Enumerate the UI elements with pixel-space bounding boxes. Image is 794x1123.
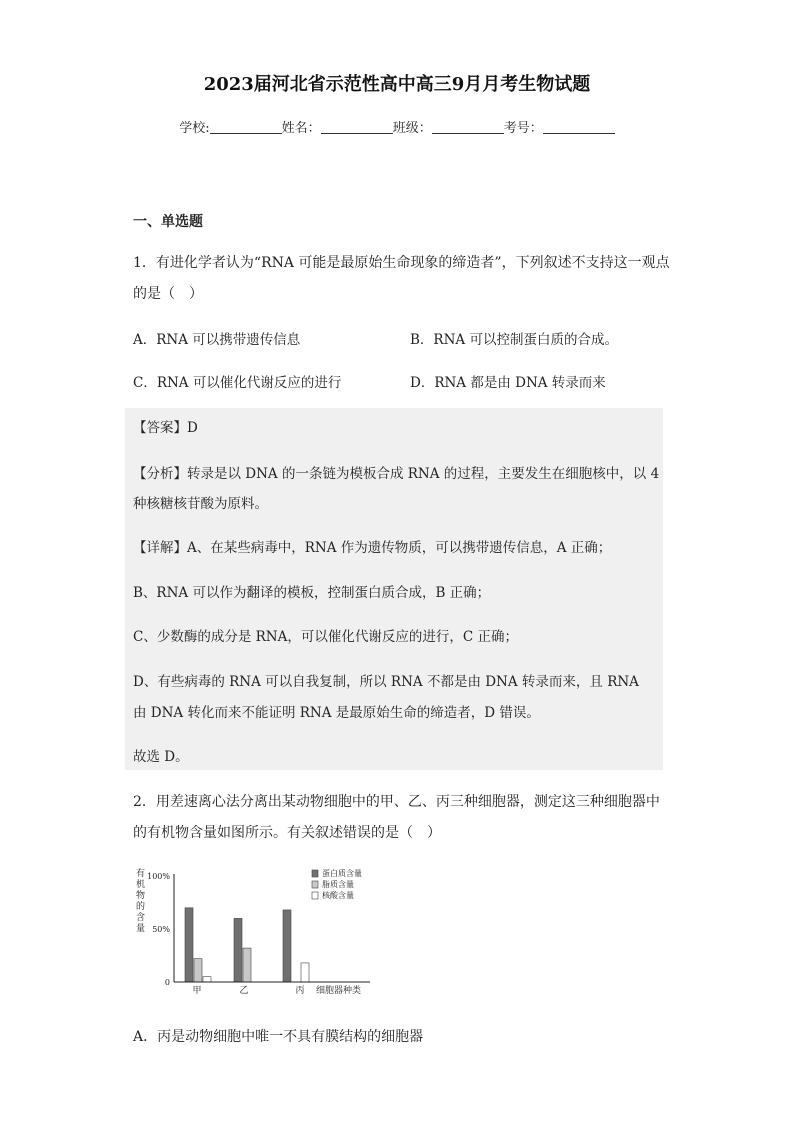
q1-option-b: B．RNA 可以控制蛋白质的合成。	[410, 332, 618, 348]
chart-bars	[185, 908, 309, 982]
chart-y-ticks	[147, 872, 170, 987]
chart-legend-swatch	[312, 870, 318, 877]
chart-y-axis-label: 有机物的含量	[136, 869, 146, 934]
section-heading: 一、单选题	[133, 214, 203, 230]
chart-legend-swatch	[312, 892, 318, 899]
chart-bar-lipid	[243, 948, 251, 982]
class-blank	[432, 121, 504, 134]
q1-detail-a: 【详解】A、在某些病毒中，RNA 作为遗传物质，可以携带遗传信息，A 正确；	[133, 540, 612, 556]
chart-x-axis-label: 细胞器种类	[316, 986, 362, 996]
q1-stem-line1: 1．有进化学者认为“RNA 可能是最原始生命现象的缔造者”，下列叙述不支持这一观点	[133, 255, 670, 271]
q1-detail-d-line2: 由 DNA 转化而来不能证明 RNA 是最原始生命的缔造者，D 错误。	[133, 705, 540, 721]
q1-analysis-line2: 种核糖核苷酸为原料。	[133, 496, 268, 512]
organelle-content-chart	[130, 862, 390, 1002]
chart-legend	[312, 868, 362, 900]
q1-detail-d-line1: D、有些病毒的 RNA 可以自我复制，所以 RNA 不都是由 DNA 转录而来，且 RNA	[133, 674, 639, 690]
chart-y-tick-label: 0	[164, 978, 170, 987]
chart-legend-label: 脂质含量	[322, 880, 354, 889]
chart-legend-swatch	[312, 881, 318, 888]
name-blank	[321, 121, 393, 134]
exam-no-label: 考号：	[503, 121, 543, 136]
school-blank	[210, 121, 282, 134]
q1-option-c: C．RNA 可以催化代谢反应的进行	[133, 375, 342, 391]
class-label: 班级：	[392, 121, 432, 136]
q1-option-d: D．RNA 都是由 DNA 转录而来	[410, 375, 606, 391]
chart-bar-lipid	[194, 959, 202, 982]
page-title: 2023届河北省示范性高中高三9月月考生物试题	[203, 74, 591, 95]
q1-answer: 【答案】D	[133, 420, 198, 436]
chart-bar-protein	[283, 910, 291, 982]
q1-detail-b: B、RNA 可以作为翻译的模板，控制蛋白质合成，B 正确；	[133, 585, 491, 601]
q1-choose: 故选 D。	[133, 749, 189, 765]
chart-y-tick-label: 100%	[147, 872, 170, 881]
q1-stem-line2: 的是（ ）	[133, 286, 203, 302]
chart-bar-protein	[185, 908, 193, 982]
q2-stem-line2: 的有机物含量如图所示。有关叙述错误的是（ ）	[133, 825, 441, 841]
chart-bar-nucleic-acid	[203, 977, 211, 982]
chart-bar-nucleic-acid	[301, 963, 309, 982]
q2-stem-line1: 2．用差速离心法分离出某动物细胞中的甲、乙、丙三种细胞器，测定这三种细胞器中	[133, 794, 660, 810]
name-label: 姓名：	[281, 121, 321, 136]
chart-category-label: 甲	[192, 986, 202, 996]
q1-detail-c: C、少数酶的成分是 RNA，可以催化代谢反应的进行，C 正确；	[133, 629, 518, 645]
chart-legend-label: 蛋白质含量	[322, 869, 362, 878]
school-label: 学校:	[179, 121, 210, 136]
chart-category-label: 乙	[239, 986, 249, 996]
chart-categories	[192, 985, 304, 996]
chart-y-tick-label: 50%	[152, 925, 170, 934]
chart-category-label: 丙	[295, 986, 305, 996]
q1-option-a: A．RNA 可以携带遗传信息	[133, 332, 301, 348]
student-info-line	[0, 117, 794, 136]
q1-analysis-line1: 【分析】转录是以 DNA 的一条链为模板合成 RNA 的过程，主要发生在细胞核中，以 4	[133, 466, 660, 482]
exam-no-blank	[543, 121, 615, 134]
chart-legend-label: 核酸含量	[322, 891, 354, 900]
chart-bar-protein	[234, 918, 242, 982]
q2-option-a: A．丙是动物细胞中唯一不具有膜结构的细胞器	[133, 1029, 424, 1045]
